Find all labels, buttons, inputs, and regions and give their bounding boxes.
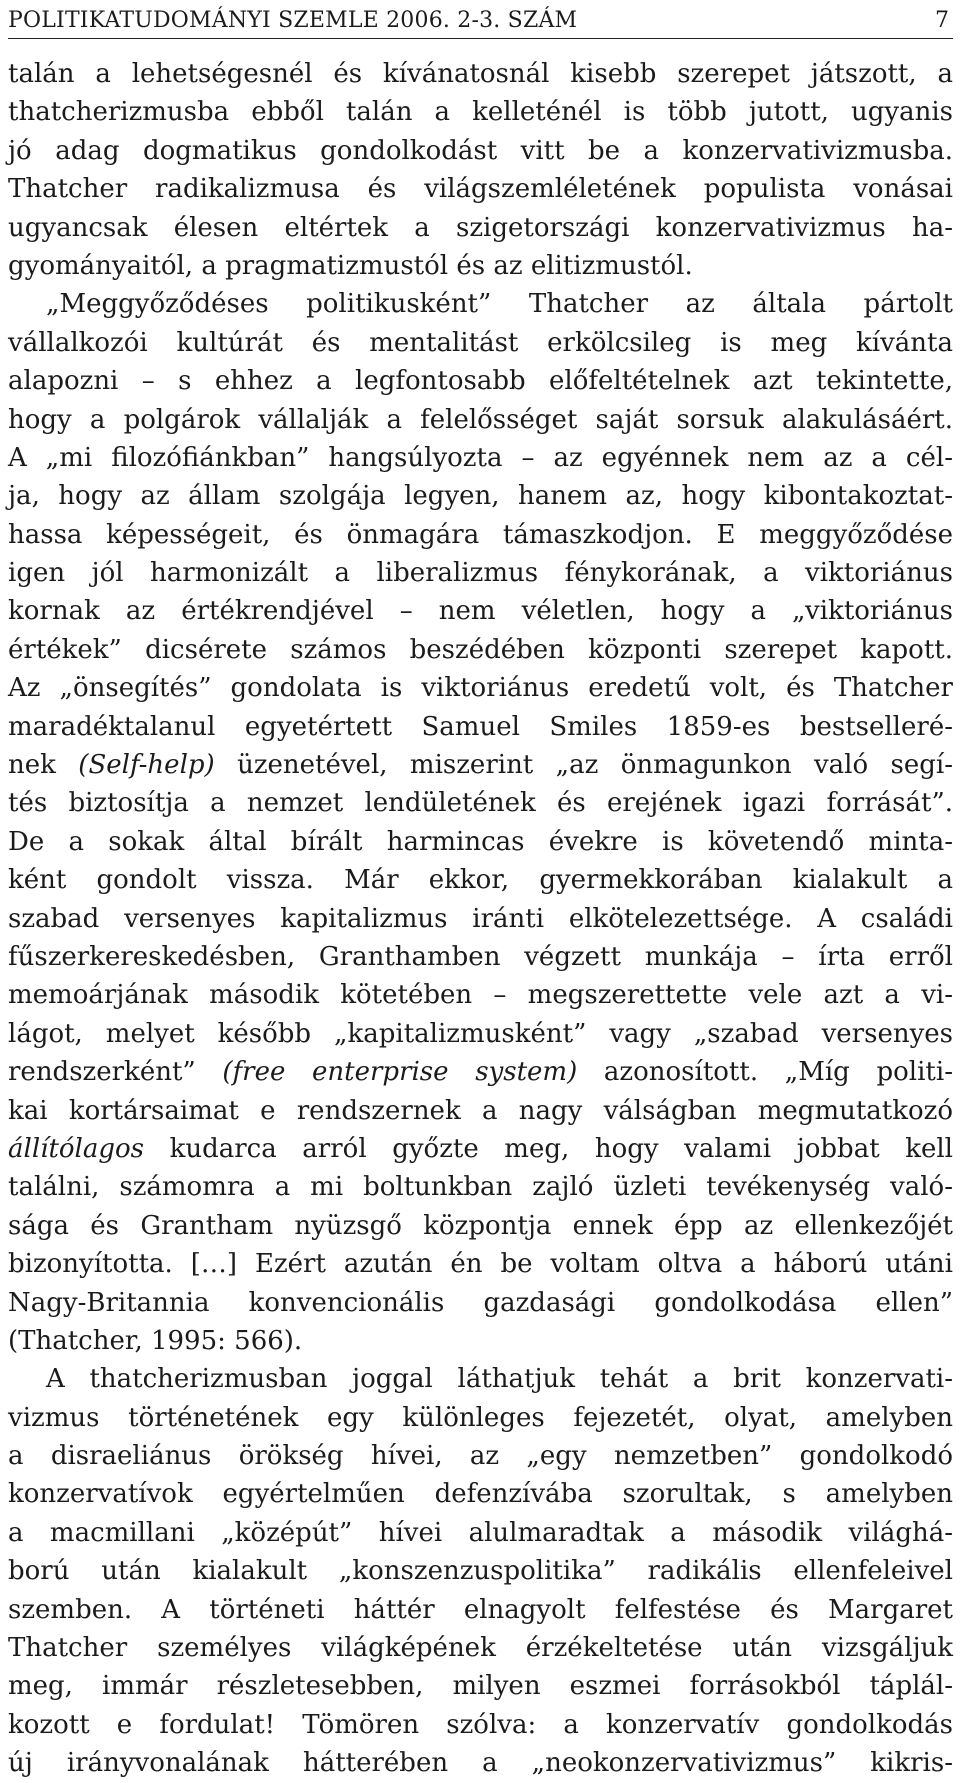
text-line: „Meggyőződéses politikusként” Thatcher az általa pártolt: [46, 289, 953, 320]
text-line: hogy a polgárok vállalják a felelősséget saját sorsuk alakulásáért.: [8, 404, 953, 435]
text-line: rendszerként” (free enterprise system) azonosított. „Míg politi-: [8, 1057, 953, 1088]
text-line: A „mi filozófiánkban” hangsúlyozta – az egyénnek nem az a cél-: [8, 442, 953, 473]
text-line: Thatcher személyes világképének érzékeltetése után vizsgáljuk: [8, 1633, 953, 1664]
text-line: fűszerkereskedésben, Granthamben végzett munkája – írta erről: [8, 941, 953, 972]
text-line: memoárjának második kötetében – megszerettette vele azt a vi-: [8, 980, 953, 1011]
text-line: a disraeliánus örökség hívei, az „egy nemzetben” gondolkodó: [8, 1441, 953, 1472]
text-line: talán a lehetségesnél és kívánatosnál kisebb szerepet játszott, a: [8, 59, 953, 89]
text-line: találni, számomra a mi boltunkban zajló üzleti tevékenység való-: [8, 1172, 953, 1203]
text-line: szemben. A történeti háttér elnagyolt felfestése és Margaret: [8, 1594, 953, 1625]
text-line: sága és Grantham nyüzsgő központja ennek épp az ellenkezőjét: [8, 1210, 953, 1241]
text-line: a macmillani „középút” hívei alulmaradtak a második világhá-: [8, 1517, 953, 1548]
text-line: maradéktalanul egyetértett Samuel Smiles 1859-es bestselleré-: [8, 711, 953, 742]
text-line: meg, immár részletesebben, milyen eszmei forrásokból táplál-: [8, 1671, 953, 1702]
text-line: (Thatcher, 1995: 566).: [8, 1325, 303, 1356]
text-line: alapozni – s ehhez a legfontosabb előfeltételnek azt tekintette,: [8, 366, 953, 397]
text-line: Az „önsegítés” gondolata is viktoriánus eredetű volt, és Thatcher: [8, 673, 953, 704]
text-line: konzervatívok egyértelműen defenzívába szorultak, s amelyben: [8, 1479, 953, 1510]
text-line: vizmus történetének egy különleges fejezetét, olyat, amelyben: [8, 1402, 953, 1433]
text-line: kornak az értékrendjével – nem véletlen, hogy a „viktoriánus: [8, 596, 953, 627]
text-line: Nagy-Britannia konvencionális gazdasági gondolkodása ellen”: [8, 1287, 953, 1318]
text-line: igen jól harmonizált a liberalizmus fénykorának, a viktoriánus: [8, 558, 953, 589]
text-line: vállalkozói kultúrát és mentalitást erkölcsileg is meg kívánta: [8, 327, 953, 358]
text-line: A thatcherizmusban joggal láthatjuk tehát a brit konzervati-: [46, 1364, 953, 1395]
text-line: jó adag dogmatikus gondolkodást vitt be a konzervativizmusba.: [8, 135, 953, 166]
text-line: ugyancsak élesen eltértek a szigetországi konzervativizmus ha-: [8, 212, 953, 243]
page-number: 7: [935, 8, 949, 33]
text-line: hassa képességeit, és önmagára támaszkodjon. E meggyőződése: [8, 519, 953, 550]
text-line: thatcherizmusba ebből talán a kelleténél is több jutott, ugyanis: [8, 97, 953, 128]
journal-title: POLITIKATUDOMÁNYI SZEMLE 2006. 2-3. SZÁM: [8, 8, 578, 33]
text-line: kai kortársaimat e rendszernek a nagy válságban megmutatkozó: [8, 1095, 953, 1126]
text-line: gyományaitól, a pragmatizmustól és az elitizmustól.: [8, 250, 693, 281]
text-line: Thatcher radikalizmusa és világszemléletének populista vonásai: [8, 174, 953, 205]
text-line: szabad versenyes kapitalizmus iránti elkötelezettsége. A családi: [8, 903, 953, 934]
text-line: De a sokak által bírált harmincas évekre is követendő minta-: [8, 826, 953, 857]
text-line: ború után kialakult „konszenzuspolitika” radikális ellenfeleivel: [8, 1556, 953, 1587]
body-text: [8, 55, 953, 1783]
text-line: nek (Self-help) üzenetével, miszerint „az önmagunkon való segí-: [8, 750, 953, 781]
text-line: kozott e fordulat! Tömören szólva: a konzervatív gondolkodás: [8, 1709, 953, 1740]
text-line: ként gondolt vissza. Már ekkor, gyermekkorában kialakult a: [8, 865, 953, 896]
text-line: állítólagos kudarca arról győzte meg, hogy valami jobbat kell: [8, 1133, 953, 1164]
text-line: lágot, melyet később „kapitalizmusként” vagy „szabad versenyes: [8, 1018, 953, 1049]
text-line: új irányvonalának hátterében a „neokonzervativizmus” kikris-: [8, 1748, 953, 1779]
running-header: [8, 4, 953, 39]
text-line: tés biztosítja a nemzet lendületének és erejének igazi forrását”.: [8, 788, 953, 819]
text-line: értékek” dicsérete számos beszédében központi szerepet kapott.: [8, 634, 953, 665]
text-line: bizonyította. […] Ezért azután én be voltam oltva a háború utáni: [8, 1249, 953, 1280]
text-line: ja, hogy az állam szolgája legyen, hanem az, hogy kibontakoztat-: [8, 481, 953, 512]
